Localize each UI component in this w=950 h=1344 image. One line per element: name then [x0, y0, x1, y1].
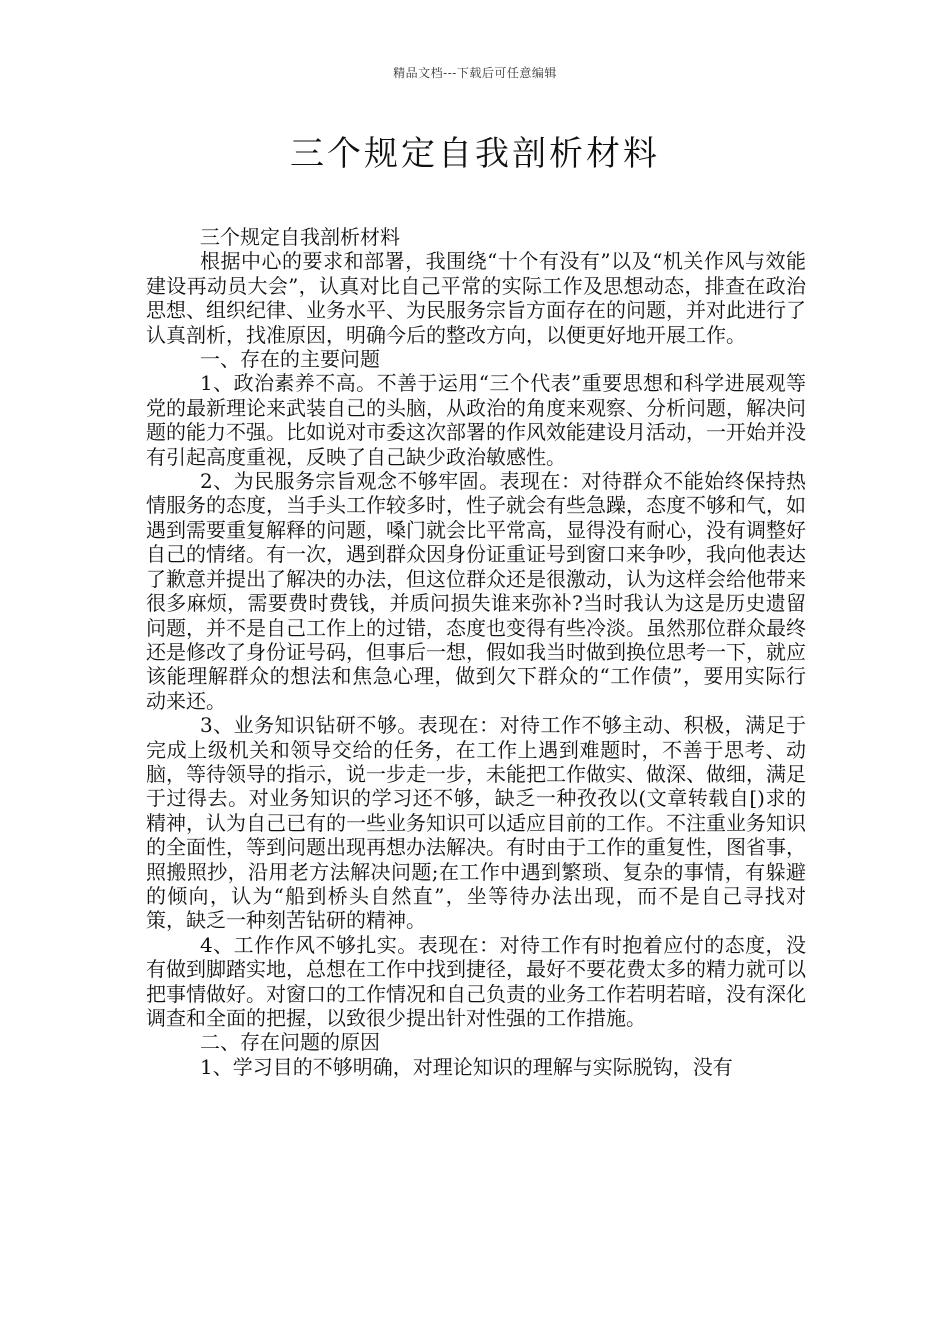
- paragraph-intro: 根据中心的要求和部署，我围绕“十个有没有”以及“机关作风与效能建设再动员大会”，认真对比自己平常的实际工作及思想动态，排查在政治思想、组织纪律、业务水平、为民服务宗旨方面存在的问题，并对此进行了认真剖析，找准原因，明确今后的整改方向，以便更好地开展工作。: [146, 249, 806, 347]
- paragraph-problem-3: 3、业务知识钻研不够。表现在：对待工作不够主动、积极，满足于完成上级机关和领导交给的任务，在工作上遇到难题时，不善于思考、动脑，等待领导的指示，说一步走一步，未能把工作做实、做深、做细，满足于过得去。对业务知识的学习还不够，缺乏一种孜孜以(文章转载自[)求的精神，认为自己已有的一些业务知识可以适应目前的工作。不注重业务知识的全面性，等到问题出现再想办法解决。有时由于工作的重复性，图省事，照搬照抄，沿用老方法解决问题;在工作中遇到繁琐、复杂的事情，有躲避的倾向，认为“船到桥头自然直”，坐等待办法出现，而不是自己寻找对策，缺乏一种刻苦钻研的精神。: [146, 713, 806, 933]
- document-body: [146, 225, 806, 1079]
- paragraph-problem-4: 4、工作作风不够扎实。表现在：对待工作有时抱着应付的态度，没有做到脚踏实地，总想在工作中找到捷径，最好不要花费太多的精力就可以把事情做好。对窗口的工作情况和自己负责的业务工作若明若暗，没有深化调查和全面的把握，以致很少提出针对性强的工作措施。: [146, 932, 806, 1030]
- paragraph-subtitle: 三个规定自我剖析材料: [200, 225, 400, 249]
- document-title: 三个规定自我剖析材料: [290, 134, 660, 174]
- paragraph-cause-1: 1、学习目的不够明确，对理论知识的理解与实际脱钩，没有: [200, 1054, 733, 1079]
- section-heading-main-problems: 一、存在的主要问题: [200, 347, 380, 372]
- header-note: 精品文档---下载后可任意编辑: [393, 66, 557, 80]
- paragraph-problem-2: 2、为民服务宗旨观念不够牢固。表现在：对待群众不能始终保持热情服务的态度，当手头工作较多时，性子就会有些急躁，态度不够和气，如遇到需要重复解释的问题，嗓门就会比平常高，显得没有耐心，没有调整好自己的情绪。有一次，遇到群众因身份证重证号到窗口来争吵，我向他表达了歉意并提出了解决的办法，但这位群众还是很激动，认为这样会给他带来很多麻烦，需要费时费钱，并质问损失谁来弥补?当时我认为这是历史遗留问题，并不是自己工作上的过错，态度也变得有些冷淡。虽然那位群众最终还是修改了身份证号码，但事后一想，假如我当时做到换位思考一下，就应该能理解群众的想法和焦急心理，做到欠下群众的“工作债”，要用实际行动来还。: [146, 469, 806, 713]
- paragraph-problem-1: 1、政治素养不高。不善于运用“三个代表”重要思想和科学进展观等党的最新理论来武装自己的头脑，从政治的角度来观察、分析问题，解决问题的能力不强。比如说对市委这次部署的作风效能建设月活动，一开始并没有引起高度重视，反映了自己缺少政治敏感性。: [146, 371, 806, 469]
- section-heading-causes: 二、存在问题的原因: [200, 1030, 380, 1055]
